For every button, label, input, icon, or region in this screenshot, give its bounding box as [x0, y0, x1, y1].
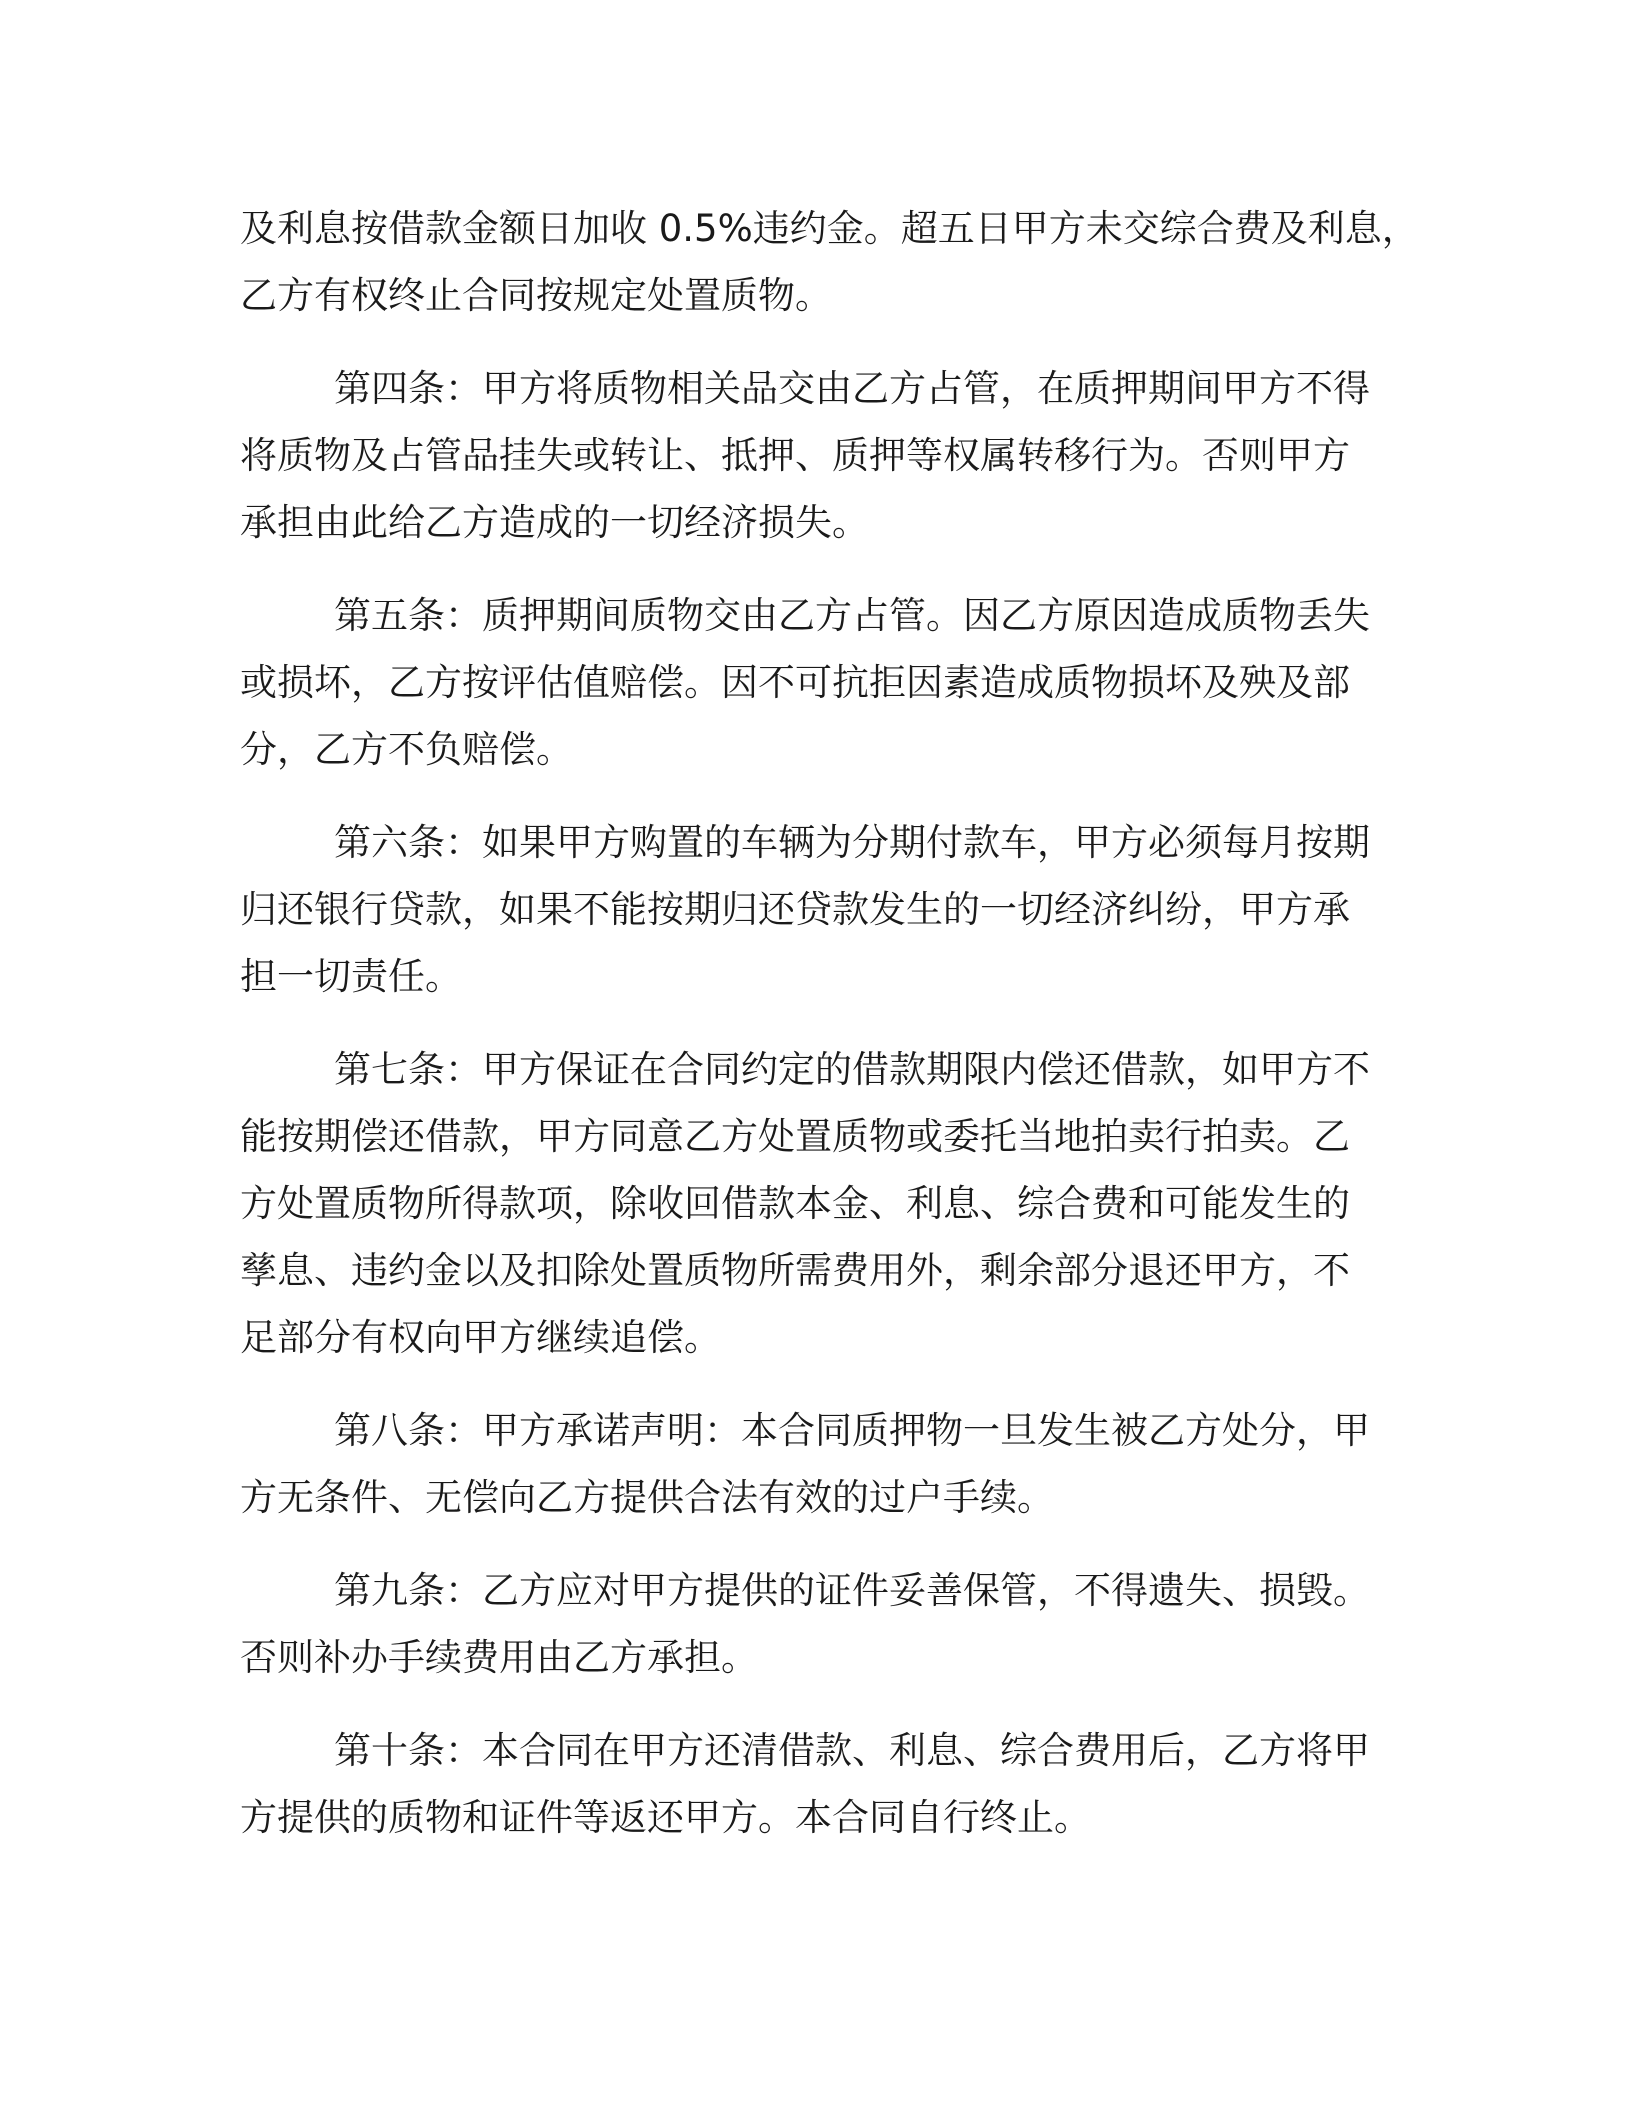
text-line: 分，乙方不负赔偿。 [240, 728, 573, 771]
text-line: 第九条：乙方应对甲方提供的证件妥善保管，不得遗失、损毁。 [334, 1569, 1370, 1612]
paragraph-article-9 [240, 1557, 1400, 1691]
paragraph-article-5 [240, 582, 1400, 783]
paragraph-article-10 [240, 1717, 1400, 1851]
text-line: 方无条件、无偿向乙方提供合法有效的过户手续。 [240, 1476, 1054, 1519]
text-line: 第十条：本合同在甲方还清借款、利息、综合费用后，乙方将甲 [334, 1729, 1370, 1772]
text-line: 第四条：甲方将质物相关品交由乙方占管，在质押期间甲方不得 [334, 367, 1370, 410]
text-line: 担一切责任。 [240, 955, 462, 998]
text-line: 归还银行贷款，如果不能按期归还贷款发生的一切经济纠纷，甲方承 [240, 888, 1350, 931]
text-line: 方处置质物所得款项，除收回借款本金、利息、综合费和可能发生的 [240, 1182, 1350, 1225]
document-body [240, 195, 1419, 1877]
text-line: 第七条：甲方保证在合同约定的借款期限内偿还借款，如甲方不 [334, 1048, 1370, 1091]
paragraph-continuation [240, 195, 1419, 329]
paragraph-article-4 [240, 355, 1400, 556]
text-line: 将质物及占管品挂失或转让、抵押、质押等权属转移行为。否则甲方 [240, 434, 1350, 477]
text-line: 孳息、违约金以及扣除处置质物所需费用外，剩余部分退还甲方，不 [240, 1249, 1350, 1292]
text-line: 及利息按借款金额日加收 0.5%违约金。超五日甲方未交综合费及利息， [240, 207, 1419, 250]
text-line: 否则补办手续费用由乙方承担。 [240, 1636, 758, 1679]
text-line: 承担由此给乙方造成的一切经济损失。 [240, 501, 869, 544]
text-line: 足部分有权向甲方继续追偿。 [240, 1316, 721, 1359]
text-line: 或损坏，乙方按评估值赔偿。因不可抗拒因素造成质物损坏及殃及部 [240, 661, 1350, 704]
text-line: 第六条：如果甲方购置的车辆为分期付款车，甲方必须每月按期 [334, 821, 1370, 864]
text-line: 第五条：质押期间质物交由乙方占管。因乙方原因造成质物丢失 [334, 594, 1370, 637]
text-line: 乙方有权终止合同按规定处置质物。 [240, 274, 832, 317]
paragraph-article-7 [240, 1036, 1400, 1371]
text-line: 方提供的质物和证件等返还甲方。本合同自行终止。 [240, 1796, 1091, 1839]
paragraph-article-8 [240, 1397, 1400, 1531]
text-line: 第八条：甲方承诺声明：本合同质押物一旦发生被乙方处分，甲 [334, 1409, 1370, 1452]
text-line: 能按期偿还借款，甲方同意乙方处置质物或委托当地拍卖行拍卖。乙 [240, 1115, 1350, 1158]
paragraph-article-6 [240, 809, 1400, 1010]
